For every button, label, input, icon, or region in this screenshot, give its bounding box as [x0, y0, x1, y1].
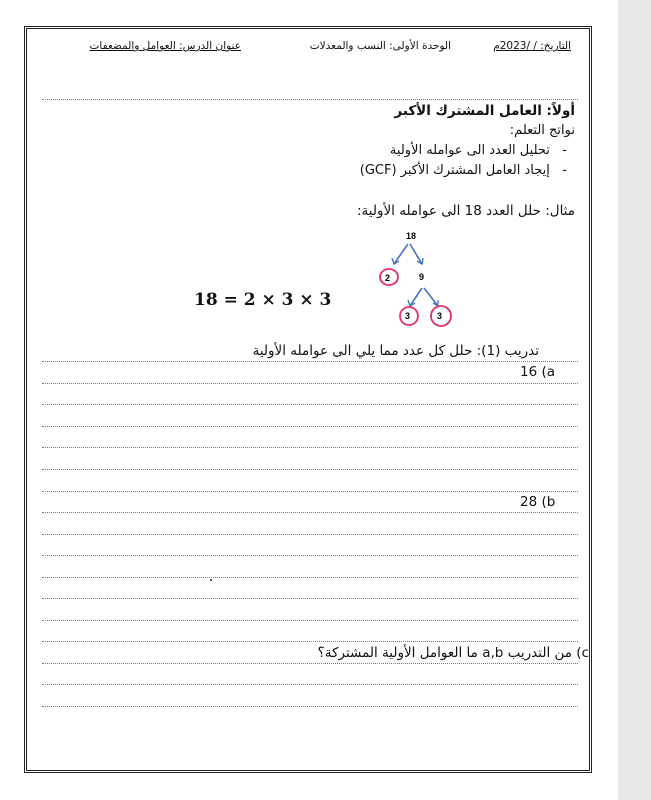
- answer-line: [42, 620, 578, 621]
- answer-line: [42, 641, 578, 642]
- factor-tree: [370, 226, 480, 336]
- header-lesson: عنوان الدرس: العوامل والمضعفات: [89, 40, 241, 52]
- tree-branch: [410, 244, 422, 264]
- side-panel: [618, 0, 651, 800]
- tree-left: 2: [385, 273, 391, 283]
- bullet-mark: -: [562, 163, 567, 178]
- answer-line: [42, 534, 578, 535]
- outcome-item: [390, 143, 567, 158]
- answer-line: [42, 577, 578, 578]
- section-title: أولاً: العامل المشترك الأكبر: [394, 103, 575, 119]
- answer-line: [42, 447, 578, 448]
- outcome-text: تحليل العدد الى عوامله الأولية: [389, 143, 550, 158]
- tree-root: 18: [406, 231, 417, 241]
- header-divider: [42, 99, 578, 100]
- bullet-mark: -: [562, 143, 567, 158]
- item-b-label: 28 (b: [520, 494, 556, 510]
- answer-line: [42, 684, 578, 685]
- header-date: التاريخ: / /2023م: [493, 40, 571, 52]
- answer-line: [42, 383, 578, 384]
- tree-right: 9: [419, 272, 425, 282]
- answer-line: [42, 426, 578, 427]
- answer-line: [42, 491, 578, 492]
- tree-right-left: 3: [405, 311, 411, 321]
- outcome-item: [360, 163, 567, 178]
- answer-line: [42, 361, 578, 362]
- outcome-text: إيجاد العامل المشترك الأكبر (GCF): [359, 163, 550, 178]
- answer-line: [42, 706, 578, 707]
- header-unit: الوحدة الأولى: النسب والمعدلات: [309, 40, 451, 52]
- factorization-equation: 18 = 2 × 3 × 3: [194, 290, 332, 310]
- tree-branch: [394, 244, 408, 264]
- tree-right-right: 3: [437, 311, 443, 321]
- answer-line: [42, 404, 578, 405]
- tree-branch: [410, 288, 422, 306]
- stray-dot: [210, 579, 212, 581]
- answer-line: [42, 469, 578, 470]
- exercise-title: تدريب (1): حلل كل عدد مما يلي الى عوامله الأولية: [252, 343, 539, 359]
- question-c: c) من التدريب a,b ما العوامل الأولية المشتركة؟: [317, 645, 589, 661]
- answer-line: [42, 555, 578, 556]
- answer-line: [42, 663, 578, 664]
- example-label: مثال: حلل العدد 18 الى عوامله الأولية:: [356, 203, 575, 219]
- tree-branch: [424, 288, 438, 306]
- answer-line: [42, 512, 578, 513]
- item-a-label: 16 (a: [520, 364, 556, 380]
- outcomes-label: نواتج التعلم:: [509, 123, 575, 138]
- answer-line: [42, 598, 578, 599]
